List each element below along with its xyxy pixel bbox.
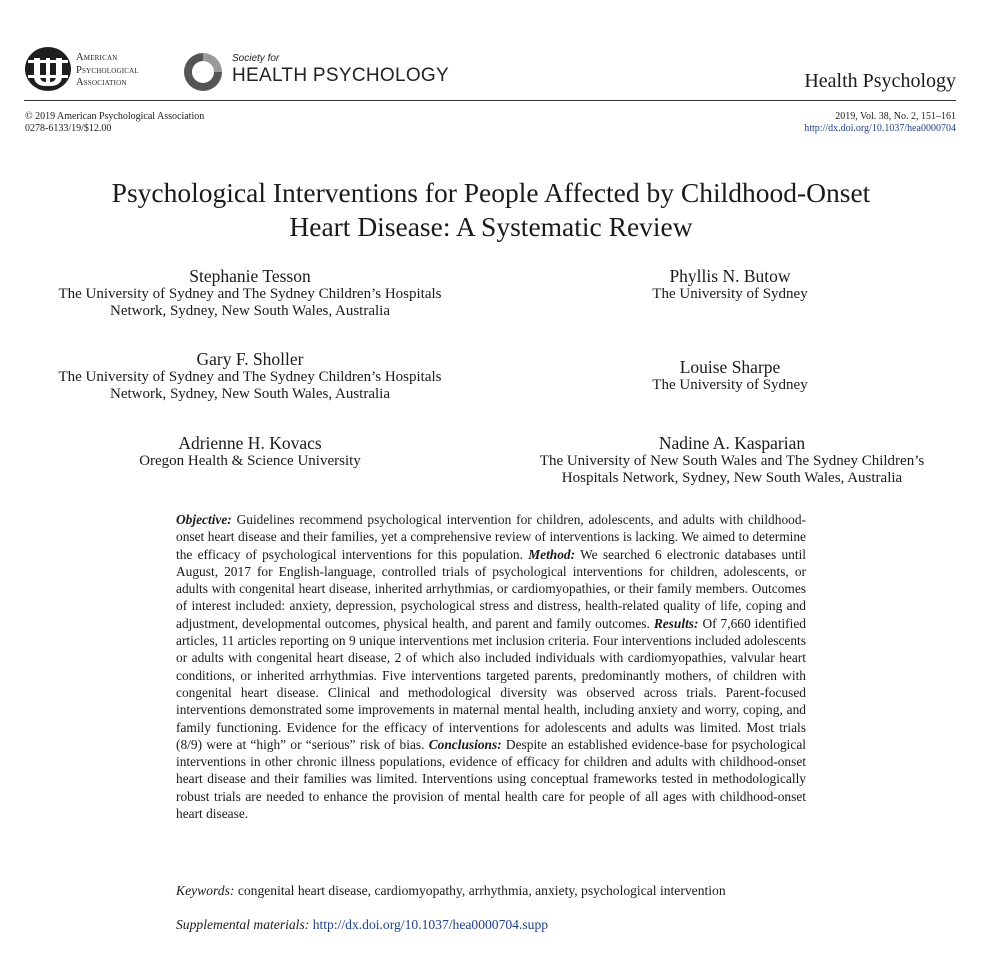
- apa-line-1: American: [76, 52, 118, 63]
- shp-wordmark: [232, 53, 449, 87]
- title-line-1: Psychological Interventions for People Affected by Childhood-Onset: [111, 177, 871, 208]
- author-block: [580, 357, 880, 394]
- shp-subtitle: Society for: [232, 53, 280, 64]
- author-block: [30, 266, 470, 319]
- keywords-text: congenital heart disease, cardiomyopathy, arrhythmia, anxiety, psychological intervention: [237, 883, 726, 898]
- article-title: [0, 176, 982, 244]
- author-block: [580, 266, 880, 303]
- apa-line-2: Psychological: [76, 64, 139, 76]
- keywords: [176, 883, 726, 899]
- author-block: [30, 349, 470, 402]
- supplemental-link[interactable]: http://dx.doi.org/10.1037/hea0000704.supp: [312, 917, 549, 932]
- author-affiliation: The University of Sydney and The Sydney Children’s Hospitals: [58, 369, 442, 385]
- author-name: Stephanie Tesson: [189, 266, 311, 286]
- results-text: Of 7,660 identified articles, 11 articles reporting on 9 unique interventions met inclusion criteria. Four interventions included adolescents or adults with congenital heart disease, 2 of which also included individuals with cardiomyopathies, valvular heart conditions, or inherited arrhythmias. Five interventions targeted parents, predominantly mothers, of children with congenital heart disease. Clinical and methodological diversity was observed across trials. Parent-focused interventions demonstrated some improvements in maternal mental health, including anxiety and worry, coping, and family functioning. Evidence for the efficacy of interventions for adolescents and adults was limited. Most trials (8/9) were at “high” or “serious” risk of bias.: [176, 615, 806, 752]
- method-label: Method:: [528, 546, 576, 562]
- author-name: Louise Sharpe: [679, 357, 781, 377]
- method-text: We searched 6 electronic databases until August, 2017 for English-language, controlled trials of psychological interventions for children, adolescents, or adults with congenital heart disease, inherited arrhythmias, or cardiomyopathies, or their family members. Outcomes of interest included: anxiety, depression, psychological stress and distress, health-related quality of life, coping and adjustment, developmental outcomes, physical health, and parent and family outcomes.: [176, 546, 807, 631]
- author-affiliation: Oregon Health & Science University: [139, 453, 361, 469]
- keywords-label: Keywords:: [176, 883, 235, 898]
- shp-title: HEALTH PSYCHOLOGY: [232, 65, 449, 86]
- author-block: [495, 433, 969, 486]
- author-affiliation: Network, Sydney, New South Wales, Australia: [109, 385, 390, 402]
- publication-meta-left: [25, 111, 204, 134]
- title-line-2: Heart Disease: A Systematic Review: [289, 211, 693, 242]
- publication-meta-right: [804, 111, 956, 134]
- author-name: Phyllis N. Butow: [669, 266, 791, 286]
- author-affiliation: The University of New South Wales and The Sydney Children’s: [539, 453, 925, 469]
- issn: 0278-6133/19/$12.00: [25, 122, 112, 134]
- apa-line-3: Association: [76, 77, 127, 88]
- shp-logo: [180, 50, 226, 94]
- supplemental-label: Supplemental materials:: [176, 917, 310, 932]
- apa-wordmark: [76, 52, 139, 90]
- supplemental-materials: [176, 917, 548, 933]
- abstract: [176, 511, 806, 822]
- author-affiliation: The University of Sydney and The Sydney Children’s Hospitals: [58, 286, 442, 302]
- author-affiliation: The University of Sydney: [652, 286, 808, 302]
- author-block: [100, 433, 400, 470]
- author-name: Nadine A. Kasparian: [658, 433, 806, 453]
- apa-logo: [24, 46, 72, 92]
- volume-info: 2019, Vol. 38, No. 2, 151–161: [835, 111, 956, 122]
- author-affiliation: Hospitals Network, Sydney, New South Wales, Australia: [561, 469, 903, 486]
- header-rule: [24, 100, 956, 101]
- author-affiliation: The University of Sydney: [652, 377, 808, 393]
- copyright: © 2019 American Psychological Association: [25, 111, 205, 122]
- conclusions-label: Conclusions:: [428, 736, 502, 752]
- conclusions-text: Despite an established evidence-base for psychological interventions in other chronic illness populations, evidence of efficacy for children and adults with childhood-onset heart disease and their families was limited. Interventions using conceptual frameworks tested in methodologically robust trials are needed to enhance the provision of mental health care for people of all ages with childhood-onset heart disease.: [176, 736, 806, 822]
- results-label: Results:: [653, 615, 699, 631]
- journal-name: Health Psychology: [804, 70, 956, 92]
- author-name: Adrienne H. Kovacs: [178, 433, 322, 453]
- doi-link[interactable]: http://dx.doi.org/10.1037/hea0000704: [804, 122, 956, 134]
- author-name: Gary F. Sholler: [196, 349, 304, 369]
- objective-label: Objective:: [176, 512, 232, 527]
- objective-text: Guidelines recommend psychological intervention for children, adolescents, and adults with childhood-onset heart disease and their families, yet a comprehensive review of interventions is lacking. We aimed to determine the efficacy of psychological interventions for this population.: [176, 512, 806, 562]
- author-affiliation: Network, Sydney, New South Wales, Australia: [109, 302, 390, 319]
